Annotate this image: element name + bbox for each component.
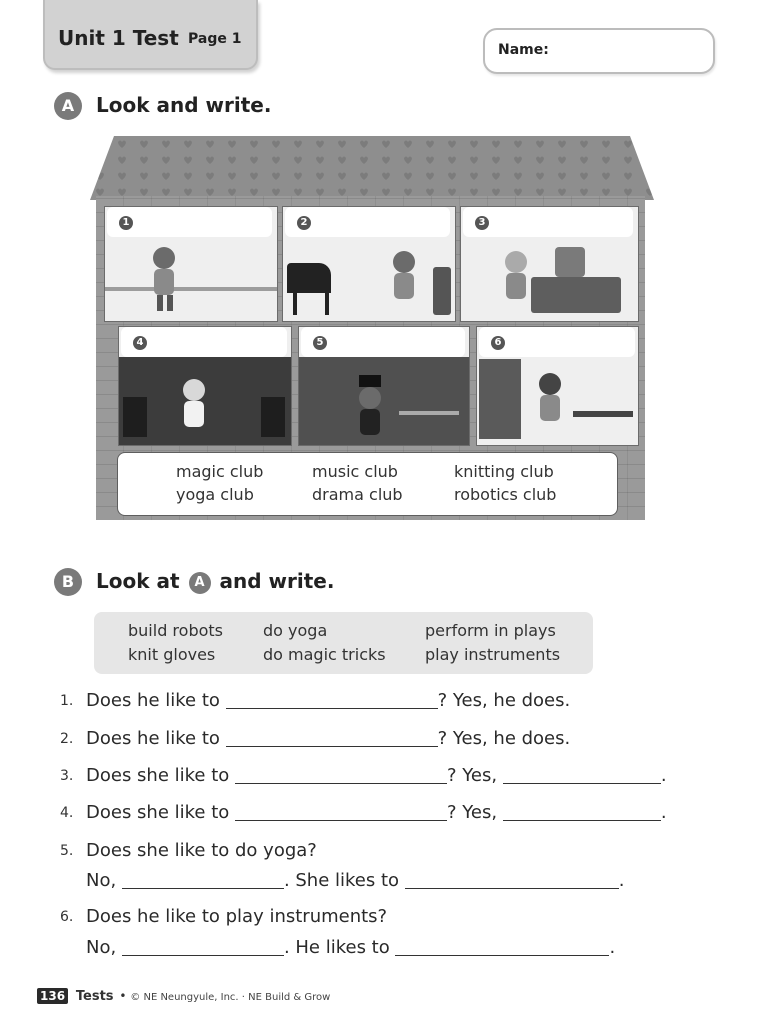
room-number-4: 4 [133,336,147,350]
answer-blank[interactable] [235,802,447,821]
question-text: . [609,937,616,958]
question-number: 1. [60,693,74,709]
answer-blank[interactable] [395,937,609,956]
word-bank-b-item: knit gloves [128,645,216,664]
question-3 [86,765,667,786]
question-6-answer [86,937,615,958]
room-1 [104,206,278,322]
word-bank-b [94,612,593,674]
question-text: ? Yes, [447,765,498,786]
word-bank-b-item: do magic tricks [263,645,386,664]
question-text: . He likes to [283,937,390,958]
word-bank-b-item: play instruments [425,645,561,664]
question-1 [86,690,570,711]
room-2 [282,206,456,322]
question-text: No, [86,870,117,891]
word-bank-a-item: magic club [176,462,264,481]
word-bank-b-item: build robots [128,621,223,640]
question-number: 2. [60,731,74,747]
section-b-badge: B [54,568,82,596]
word-bank-a-item: drama club [312,485,403,504]
room-number-5: 5 [313,336,327,350]
word-bank-a-item: robotics club [454,485,557,504]
word-bank-a-item: yoga club [176,485,254,504]
question-6: Does he like to play instruments? [86,906,388,927]
question-text: ? Yes, he does. [437,690,571,711]
footer-bullet: • [119,989,127,1003]
room-number-6: 6 [491,336,505,350]
answer-blank[interactable] [405,870,619,889]
question-text: No, [86,937,117,958]
room-4 [118,326,292,446]
page-footer [37,988,330,1004]
question-text: . [660,802,667,823]
room-6 [476,326,639,446]
question-text: Does she like to [86,765,230,786]
section-a-title: Look and write. [96,93,272,117]
question-number: 6. [60,909,74,925]
page-number: 136 [37,988,68,1004]
answer-blank[interactable] [226,690,438,709]
question-text: . [660,765,667,786]
question-text: Does he like to [86,728,220,749]
answer-blank[interactable] [226,728,438,747]
room-number-1: 1 [119,216,133,230]
question-text: ? Yes, he does. [437,728,571,749]
room-3 [460,206,639,322]
section-b-title-pre: Look at [96,569,180,593]
footer-copyright: © NE Neungyule, Inc. · NE Build & Grow [130,992,331,1003]
question-text: . She likes to [283,870,400,891]
word-bank-b-item: perform in plays [425,621,556,640]
answer-blank[interactable] [122,937,284,956]
question-text: Does he like to [86,690,220,711]
answer-blank[interactable] [235,765,447,784]
name-label: Name: [498,42,549,58]
question-text: . [618,870,625,891]
word-bank-a [117,452,618,516]
room-number-2: 2 [297,216,311,230]
unit-tab [43,0,258,70]
question-2 [86,728,570,749]
question-number: 3. [60,768,74,784]
question-4 [86,802,667,823]
question-number: 4. [60,805,74,821]
word-bank-a-item: music club [312,462,398,481]
page-label: Page 1 [188,31,242,47]
room-5 [298,326,470,446]
section-a-ref-badge: A [189,572,211,594]
room-number-3: 3 [475,216,489,230]
house-roof [90,136,654,200]
word-bank-a-item: knitting club [454,462,554,481]
question-text: Does she like to [86,802,230,823]
section-a-badge: A [54,92,82,120]
answer-blank[interactable] [503,802,661,821]
question-number: 5. [60,843,74,859]
question-5: Does she like to do yoga? [86,840,317,861]
answer-blank[interactable] [122,870,284,889]
question-text: ? Yes, [447,802,498,823]
question-5-answer [86,870,625,891]
section-b-title-post: and write. [219,569,335,593]
unit-title: Unit 1 Test [58,26,179,50]
section-b-title [96,569,334,594]
word-bank-b-item: do yoga [263,621,328,640]
footer-section: Tests [75,989,114,1004]
name-field[interactable] [483,28,715,74]
answer-blank[interactable] [503,765,661,784]
